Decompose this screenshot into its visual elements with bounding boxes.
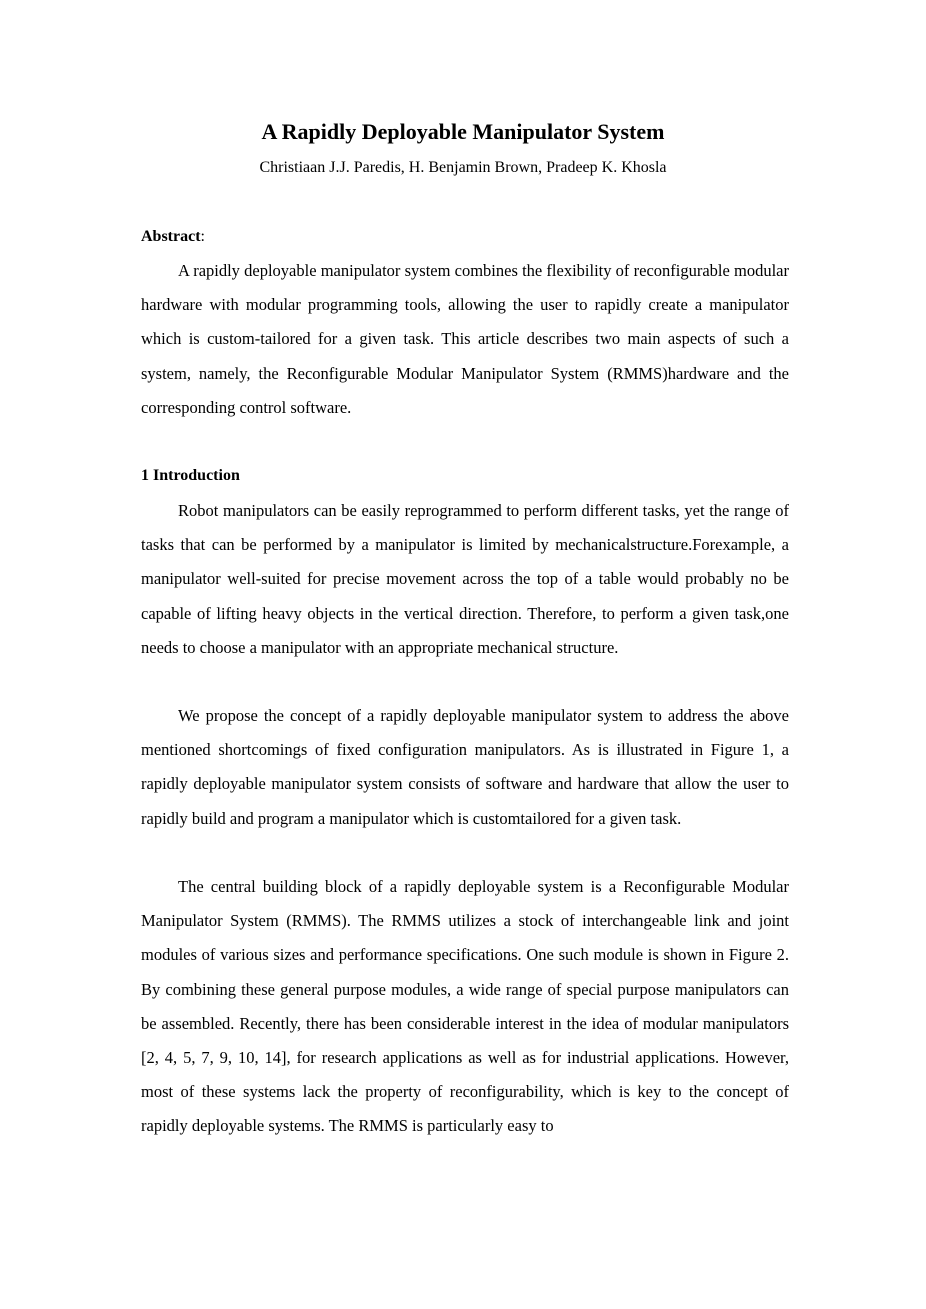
- abstract-heading: [141, 226, 205, 248]
- section-heading-label: 1 Introduction: [141, 467, 240, 484]
- section-heading-introduction: [141, 465, 240, 487]
- abstract-heading-label: Abstract: [141, 228, 201, 245]
- body-paragraph: We propose the concept of a rapidly deployable manipulator system to address the above mentioned shortcomings of fixed configuration manipulators. As is illustrated in Figure 1, a rapidly deployable manipulator system consists of software and hardware that allow the user to rapidly build and program a manipulator which is customtailored for a given task.: [141, 706, 789, 828]
- abstract-text: A rapidly deployable manipulator system combines the flexibility of reconfigurable modular hardware with modular programming tools, allowing the user to rapidly create a manipulator which is custom-tailored for a given task. This article describes two main aspects of such a system, namely, the Reconfigurable Modular Manipulator System (RMMS)hardware and the corresponding control software.: [141, 261, 789, 417]
- abstract-heading-colon: :: [200, 228, 205, 245]
- body-paragraph: The central building block of a rapidly deployable system is a Reconfigurable Modular Manipulator System (RMMS). The RMMS utilizes a stock of interchangeable link and joint modules of various sizes and performance specifications. One such module is shown in Figure 2. By combining these general purpose modules, a wide range of special purpose manipulators can be assembled. Recently, there has been considerable interest in the idea of modular manipulators [2, 4, 5, 7, 9, 10, 14], for research applications as well as for industrial applications. However, most of these systems lack the property of reconfigurability, which is key to the concept of rapidly deployable systems. The RMMS is particularly easy to: [141, 877, 789, 1136]
- paper-title: A Rapidly Deployable Manipulator System: [261, 119, 665, 144]
- author-list: Christiaan J.J. Paredis, H. Benjamin Brown, Pradeep K. Khosla: [259, 159, 667, 176]
- body-paragraph: Robot manipulators can be easily reprogrammed to perform different tasks, yet the range of tasks that can be performed by a manipulator is limited by mechanicalstructure.Forexample, a manipulator well-suited for precise movement across the top of a table would probably no be capable of lifting heavy objects in the vertical direction. Therefore, to perform a given task,one needs to choose a manipulator with an appropriate mechanical structure.: [141, 501, 789, 657]
